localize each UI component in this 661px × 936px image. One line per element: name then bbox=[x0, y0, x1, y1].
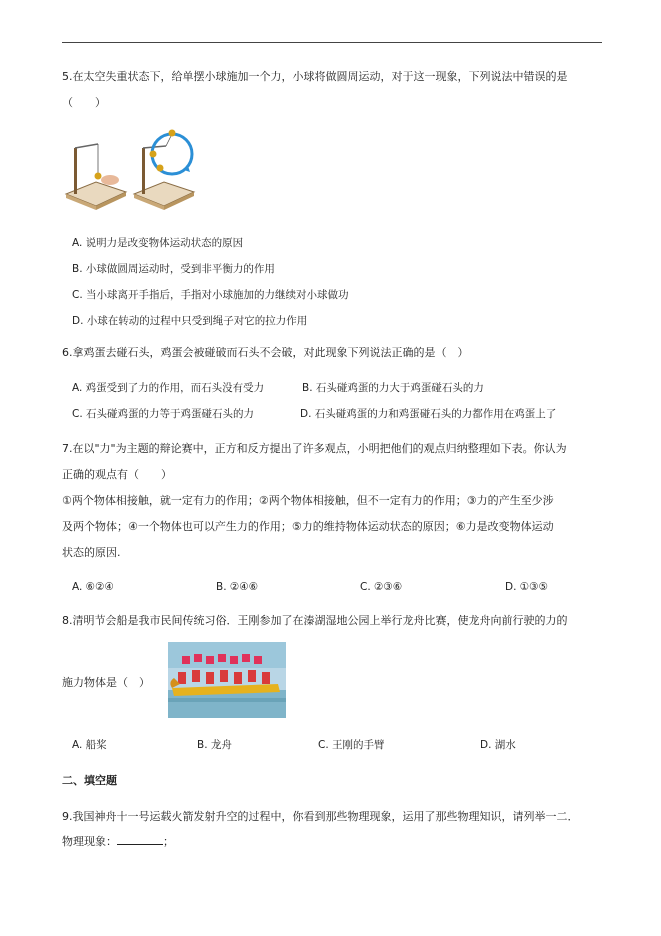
q6-option-a: A. 鸡蛋受到了力的作用，而石头没有受力 bbox=[72, 382, 265, 394]
q9-label: 物理现象： bbox=[62, 835, 117, 848]
q5-stem: 5.在太空失重状态下，给单摆小球施加一个力，小球将做圆周运动，对于这一现象，下列说法中错误的是 bbox=[62, 70, 568, 83]
q9-answer-line bbox=[62, 834, 174, 849]
q6-option-b: B. 石头碰鸡蛋的力大于鸡蛋碰石头的力 bbox=[302, 382, 484, 394]
q5-option-d: D. 小球在转动的过程中只受到绳子对它的拉力作用 bbox=[72, 315, 308, 327]
q9-semicolon: ； bbox=[163, 835, 174, 848]
q8-option-a: A. 船桨 bbox=[72, 739, 107, 751]
q5-option-c: C. 当小球离开手指后，手指对小球施加的力继续对小球做功 bbox=[72, 289, 349, 301]
q7-body-line1: ①两个物体相接触，就一定有力的作用；②两个物体相接触，但不一定有力的作用；③力的产生至少涉 bbox=[62, 494, 554, 507]
q8-option-c: C. 王刚的手臂 bbox=[318, 739, 385, 751]
q7-option-d: D. ①③⑤ bbox=[505, 581, 548, 593]
section-title: 二、填空题 bbox=[62, 774, 117, 787]
q7-option-a: A. ⑥②④ bbox=[72, 581, 114, 593]
q5-paren: （ ） bbox=[62, 96, 106, 109]
q5-option-a: A. 说明力是改变物体运动状态的原因 bbox=[72, 237, 244, 249]
q7-body-line3: 状态的原因. bbox=[62, 546, 121, 559]
pendulum-figure bbox=[64, 124, 204, 210]
q7-option-b: B. ②④⑥ bbox=[216, 581, 259, 593]
q8-option-b: B. 龙舟 bbox=[197, 739, 232, 751]
q7-stem-line1: 7.在以"力"为主题的辩论赛中，正方和反方提出了许多观点，小明把他们的观点归纳整理如下表。你认为 bbox=[62, 442, 567, 455]
q6-stem: 6.拿鸡蛋去碰石头，鸡蛋会被碰破而石头不会破，对此现象下列说法正确的是（ ） bbox=[62, 346, 469, 359]
q7-option-c: C. ②③⑥ bbox=[360, 581, 403, 593]
q5-option-b: B. 小球做圆周运动时，受到非平衡力的作用 bbox=[72, 263, 275, 275]
q9-answer-blank[interactable] bbox=[117, 834, 163, 845]
q7-body-line2: 及两个物体；④一个物体也可以产生力的作用；⑤力的维持物体运动状态的原因；⑥力是改变物体运动 bbox=[62, 520, 554, 533]
q7-stem-line2: 正确的观点有（ ） bbox=[62, 468, 172, 481]
q6-option-d: D. 石头碰鸡蛋的力和鸡蛋碰石头的力都作用在鸡蛋上了 bbox=[300, 408, 557, 420]
q8-option-d: D. 湖水 bbox=[480, 739, 516, 751]
q8-stem2: 施力物体是（ ） bbox=[62, 676, 150, 689]
q8-stem: 8.清明节会船是我市民间传统习俗．王刚参加了在溱湖湿地公园上举行龙舟比赛，使龙舟向前行驶的力的 bbox=[62, 614, 568, 627]
q9-stem: 9.我国神舟十一号运载火箭发射升空的过程中，你看到那些物理现象，运用了那些物理知识，请列举一二． bbox=[62, 810, 579, 823]
dragon-boat-photo bbox=[168, 642, 286, 718]
q6-option-c: C. 石头碰鸡蛋的力等于鸡蛋碰石头的力 bbox=[72, 408, 255, 420]
header-rule bbox=[62, 42, 602, 43]
